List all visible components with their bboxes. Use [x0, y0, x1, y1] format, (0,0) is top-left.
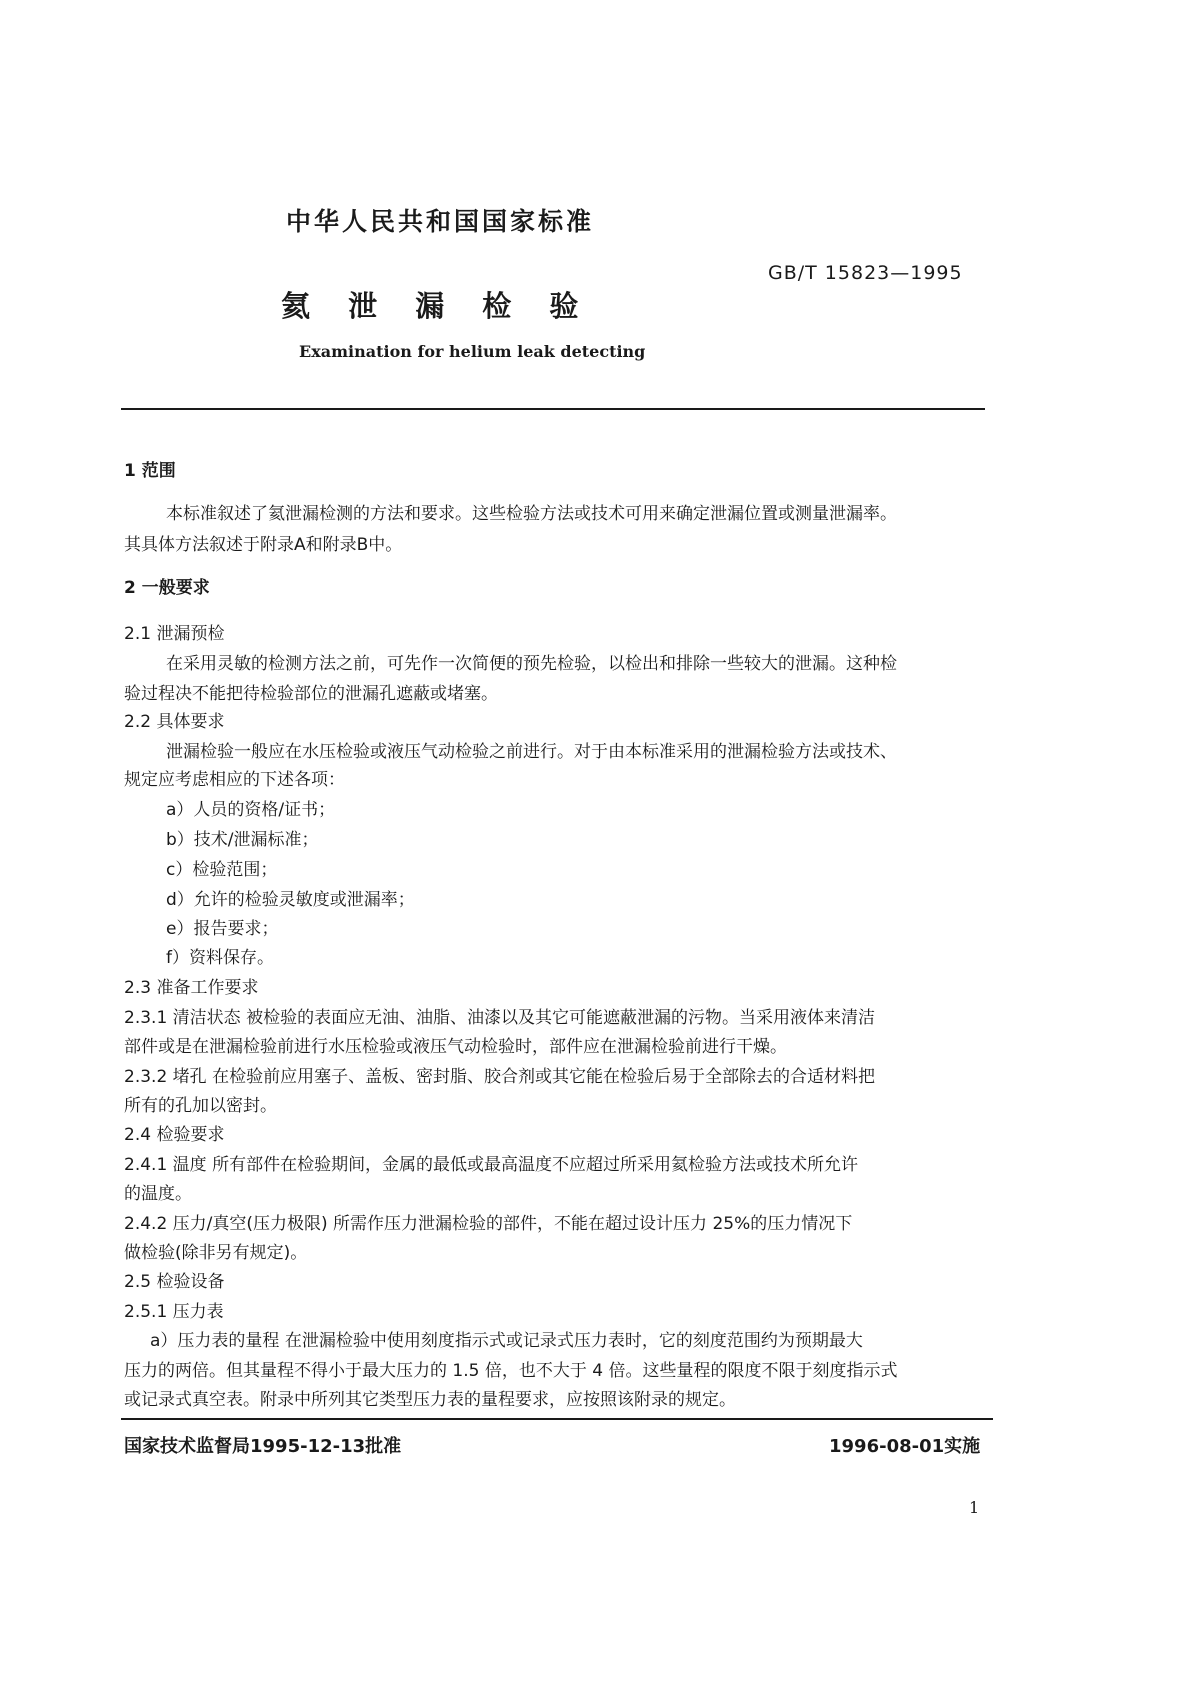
subsection-2-1-heading: 2.1 泄漏预检	[124, 624, 225, 644]
paragraph-line: 验过程决不能把待检验部位的泄漏孔遮蔽或堵塞。	[124, 684, 498, 704]
paragraph-line: 所有的孔加以密封。	[124, 1096, 277, 1116]
document-title-en: Examination for helium leak detecting	[299, 342, 646, 361]
footer-divider	[121, 1418, 993, 1420]
list-item: b）技术/泄漏标准；	[166, 830, 319, 850]
paragraph-line: 2.3.2 堵孔 在检验前应用塞子、盖板、密封脂、胶合剂或其它能在检验后易于全部除去的合适材料把	[124, 1067, 876, 1087]
section-1-heading: 1 范围	[124, 461, 176, 481]
paragraph-line: 本标准叙述了氦泄漏检测的方法和要求。这些检验方法或技术可用来确定泄漏位置或测量泄漏率。	[166, 504, 897, 524]
subsection-2-5-1-heading: 2.5.1 压力表	[124, 1302, 224, 1322]
list-item: c）检验范围；	[166, 860, 278, 880]
section-2-heading: 2 一般要求	[124, 578, 210, 598]
paragraph-line: 2.4.1 温度 所有部件在检验期间，金属的最低或最高温度不应超过所采用氦检验方法或技术所允许	[124, 1155, 859, 1175]
issuing-authority-title: 中华人民共和国国家标准	[286, 207, 595, 236]
paragraph-line: 压力的两倍。但其量程不得小于最大压力的 1.5 倍，也不大于 4 倍。这些量程的限度不限于刻度指示式	[124, 1361, 898, 1381]
paragraph-line: 的温度。	[124, 1184, 192, 1204]
paragraph-line: 泄漏检验一般应在水压检验或液压气动检验之前进行。对于由本标准采用的泄漏检验方法或技术、	[166, 742, 897, 762]
paragraph-line: 做检验(除非另有规定)。	[124, 1243, 308, 1263]
paragraph-line: 部件或是在泄漏检验前进行水压检验或液压气动检验时，部件应在泄漏检验前进行干燥。	[124, 1037, 787, 1057]
paragraph-line: 2.4.2 压力/真空(压力极限) 所需作压力泄漏检验的部件，不能在超过设计压力 25%的压力情况下	[124, 1214, 853, 1234]
standard-code: GB/T 15823—1995	[768, 262, 963, 284]
approval-date: 国家技术监督局1995-12-13批准	[124, 1436, 402, 1457]
paragraph-line: 2.3.1 清洁状态 被检验的表面应无油、油脂、油漆以及其它可能遮蔽泄漏的污物。当采用液体来清洁	[124, 1008, 876, 1028]
paragraph-line: 其具体方法叙述于附录A和附录B中。	[124, 535, 403, 555]
paragraph-line: a）压力表的量程 在泄漏检验中使用刻度指示式或记录式压力表时，它的刻度范围约为预期最大	[150, 1331, 863, 1351]
paragraph-line: 规定应考虑相应的下述各项：	[124, 770, 345, 790]
document-title-cn: 氦 泄 漏 检 验	[281, 289, 579, 323]
subsection-2-3-heading: 2.3 准备工作要求	[124, 978, 259, 998]
list-item: f）资料保存。	[166, 948, 274, 968]
paragraph-line: 在采用灵敏的检测方法之前，可先作一次简便的预先检验，以检出和排除一些较大的泄漏。这种检	[166, 654, 897, 674]
paragraph-line: 或记录式真空表。附录中所列其它类型压力表的量程要求，应按照该附录的规定。	[124, 1390, 736, 1410]
header-divider	[121, 408, 985, 410]
list-item: e）报告要求；	[166, 919, 279, 939]
page-number: 1	[969, 1498, 980, 1517]
subsection-2-2-heading: 2.2 具体要求	[124, 712, 225, 732]
list-item: d）允许的检验灵敏度或泄漏率；	[166, 890, 415, 910]
subsection-2-4-heading: 2.4 检验要求	[124, 1125, 225, 1145]
effective-date: 1996-08-01实施	[829, 1436, 981, 1457]
subsection-2-5-heading: 2.5 检验设备	[124, 1272, 225, 1292]
list-item: a）人员的资格/证书；	[166, 800, 336, 820]
